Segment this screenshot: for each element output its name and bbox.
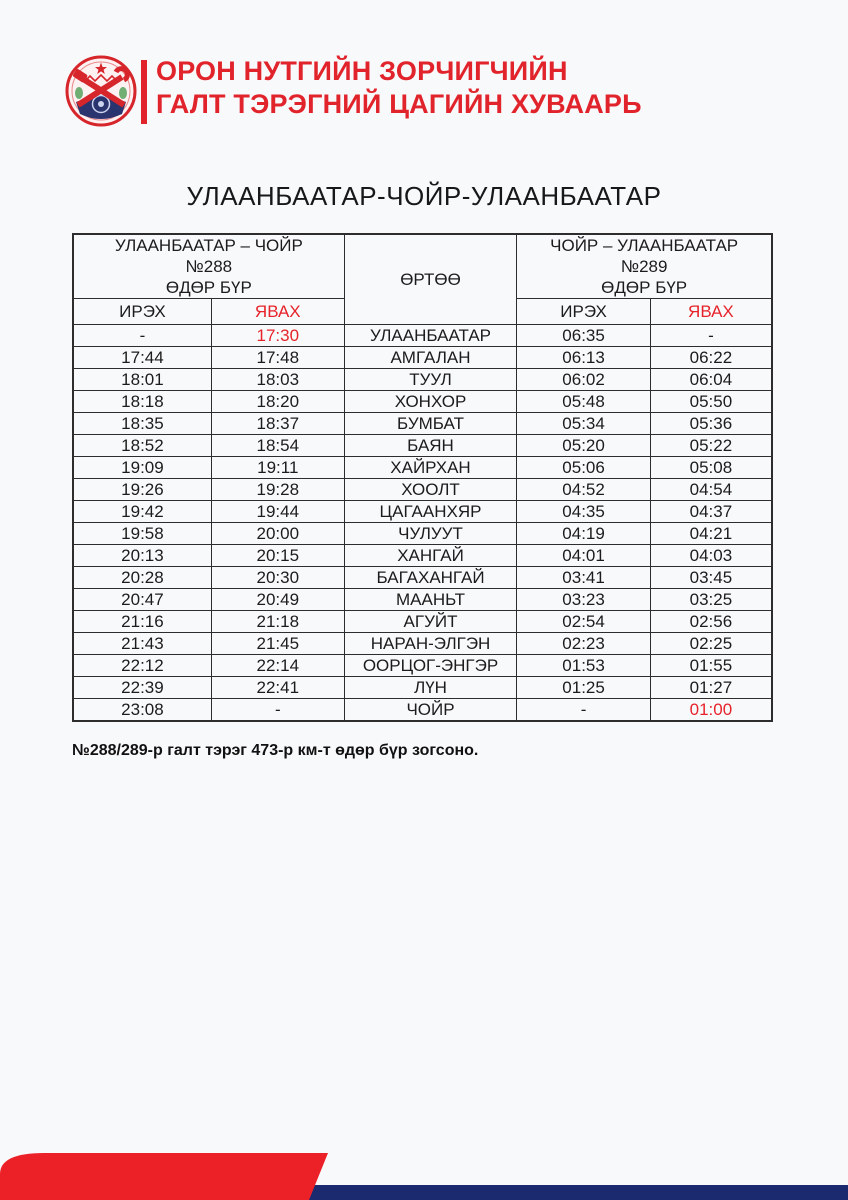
station-cell: АГУЙТ xyxy=(344,611,517,633)
right-arrive-cell: 03:41 xyxy=(517,567,651,589)
right-depart-cell: 03:45 xyxy=(650,567,772,589)
left-arrive-cell: 18:35 xyxy=(73,413,211,435)
left-depart-cell: 20:30 xyxy=(211,567,344,589)
brand-title xyxy=(156,55,642,121)
right-depart-cell: 02:25 xyxy=(650,633,772,655)
left-depart-cell: 18:37 xyxy=(211,413,344,435)
right-train-number: №289 xyxy=(620,257,668,276)
right-arrive-cell: 04:35 xyxy=(517,501,651,523)
timetable-row xyxy=(73,611,772,633)
direction-header-row xyxy=(73,234,772,299)
left-depart-cell: 22:41 xyxy=(211,677,344,699)
left-arrive-cell: 18:52 xyxy=(73,435,211,457)
right-depart-cell: 01:00 xyxy=(650,699,772,722)
left-arrive-cell: 20:47 xyxy=(73,589,211,611)
timetable-row xyxy=(73,589,772,611)
right-arrive-cell: 02:23 xyxy=(517,633,651,655)
left-arrive-cell: 23:08 xyxy=(73,699,211,722)
left-arrive-cell: 22:12 xyxy=(73,655,211,677)
right-arrive-cell: 04:01 xyxy=(517,545,651,567)
station-cell: ТУУЛ xyxy=(344,369,517,391)
timetable-row xyxy=(73,391,772,413)
right-arrive-cell: 01:53 xyxy=(517,655,651,677)
station-cell: ХАЙРХАН xyxy=(344,457,517,479)
left-depart-cell: 22:14 xyxy=(211,655,344,677)
left-arrive-cell: 19:09 xyxy=(73,457,211,479)
left-depart-cell: 17:30 xyxy=(211,325,344,347)
left-route: УЛААНБААТАР – ЧОЙР xyxy=(114,236,303,255)
footer-navy-bar xyxy=(298,1185,848,1200)
station-cell: БУМБАТ xyxy=(344,413,517,435)
left-depart-cell: 20:15 xyxy=(211,545,344,567)
station-cell: ЛҮН xyxy=(344,677,517,699)
timetable-row xyxy=(73,479,772,501)
right-depart-cell: 02:56 xyxy=(650,611,772,633)
timetable-row xyxy=(73,369,772,391)
left-arrive-cell: 19:42 xyxy=(73,501,211,523)
left-depart-cell: 21:45 xyxy=(211,633,344,655)
left-arrive-cell: 20:13 xyxy=(73,545,211,567)
left-arrive-cell: 21:16 xyxy=(73,611,211,633)
right-direction-header xyxy=(517,234,772,299)
right-depart-cell: 05:36 xyxy=(650,413,772,435)
footer-red-ribbon xyxy=(0,1153,328,1200)
right-arrive-cell: 04:52 xyxy=(517,479,651,501)
right-depart-cell: 06:04 xyxy=(650,369,772,391)
left-depart-cell: 21:18 xyxy=(211,611,344,633)
left-arrive-cell: - xyxy=(73,325,211,347)
station-cell: ХОНХОР xyxy=(344,391,517,413)
station-cell: ЧУЛУУТ xyxy=(344,523,517,545)
right-route: ЧОЙР – УЛААНБААТАР xyxy=(550,236,739,255)
brand-divider xyxy=(141,60,147,124)
left-depart-cell: 20:00 xyxy=(211,523,344,545)
right-depart-cell: 05:22 xyxy=(650,435,772,457)
right-arrive-cell: 06:13 xyxy=(517,347,651,369)
right-depart-cell: 04:54 xyxy=(650,479,772,501)
right-depart-cell: 04:03 xyxy=(650,545,772,567)
right-arrive-cell: 03:23 xyxy=(517,589,651,611)
station-cell: ЦАГААНХЯР xyxy=(344,501,517,523)
timetable-row xyxy=(73,325,772,347)
timetable-row xyxy=(73,501,772,523)
left-arrive-cell: 21:43 xyxy=(73,633,211,655)
left-depart-cell: 17:48 xyxy=(211,347,344,369)
timetable-row xyxy=(73,347,772,369)
right-arrive-cell: 05:48 xyxy=(517,391,651,413)
right-depart-cell: 05:08 xyxy=(650,457,772,479)
station-cell: БАГАХАНГАЙ xyxy=(344,567,517,589)
right-arrive-cell: 05:06 xyxy=(517,457,651,479)
brand-title-line2: ГАЛТ ТЭРЭГНИЙ ЦАГИЙН ХУВААРЬ xyxy=(156,89,642,119)
left-arrive-cell: 17:44 xyxy=(73,347,211,369)
station-cell: БАЯН xyxy=(344,435,517,457)
right-depart-cell: 05:50 xyxy=(650,391,772,413)
timetable-row xyxy=(73,699,772,722)
left-depart-cell: 18:20 xyxy=(211,391,344,413)
left-depart-cell: 19:11 xyxy=(211,457,344,479)
left-train-number: №288 xyxy=(185,257,233,276)
left-arrive-header: ИРЭХ xyxy=(73,299,211,325)
left-arrive-cell: 18:01 xyxy=(73,369,211,391)
right-depart-cell: 04:37 xyxy=(650,501,772,523)
right-arrive-cell: - xyxy=(517,699,651,722)
right-arrive-cell: 05:34 xyxy=(517,413,651,435)
left-frequency: ӨДӨР БҮР xyxy=(165,278,252,297)
timetable-row xyxy=(73,567,772,589)
left-depart-cell: 19:44 xyxy=(211,501,344,523)
footnote: №288/289-р галт тэрэг 473-р км-т өдөр бүр зогсоно. xyxy=(72,742,479,759)
left-depart-cell: 20:49 xyxy=(211,589,344,611)
left-arrive-cell: 18:18 xyxy=(73,391,211,413)
left-arrive-cell: 19:26 xyxy=(73,479,211,501)
timetable-row xyxy=(73,413,772,435)
timetable-row xyxy=(73,545,772,567)
right-arrive-cell: 04:19 xyxy=(517,523,651,545)
right-frequency: ӨДӨР БҮР xyxy=(601,278,688,297)
station-cell: УЛААНБААТАР xyxy=(344,325,517,347)
timetable-row xyxy=(73,435,772,457)
timetable-row xyxy=(73,523,772,545)
right-depart-cell: 03:25 xyxy=(650,589,772,611)
left-arrive-cell: 20:28 xyxy=(73,567,211,589)
timetable-row xyxy=(73,457,772,479)
station-cell: НАРАН-ЭЛГЭН xyxy=(344,633,517,655)
right-depart-cell: 04:21 xyxy=(650,523,772,545)
right-arrive-header: ИРЭХ xyxy=(517,299,651,325)
right-arrive-cell: 01:25 xyxy=(517,677,651,699)
right-arrive-cell: 06:02 xyxy=(517,369,651,391)
right-depart-cell: 06:22 xyxy=(650,347,772,369)
footer-decoration xyxy=(0,1140,848,1200)
station-cell: ХООЛТ xyxy=(344,479,517,501)
timetable-row xyxy=(73,677,772,699)
left-arrive-cell: 22:39 xyxy=(73,677,211,699)
left-direction-header xyxy=(73,234,344,299)
right-depart-cell: 01:55 xyxy=(650,655,772,677)
page-title: УЛААНБААТАР-ЧОЙР-УЛААНБААТАР xyxy=(186,181,662,211)
left-depart-cell: - xyxy=(211,699,344,722)
right-depart-cell: 01:27 xyxy=(650,677,772,699)
right-arrive-cell: 06:35 xyxy=(517,325,651,347)
left-arrive-cell: 19:58 xyxy=(73,523,211,545)
left-depart-cell: 19:28 xyxy=(211,479,344,501)
right-arrive-cell: 05:20 xyxy=(517,435,651,457)
station-column-header: ӨРТӨӨ xyxy=(344,234,517,325)
right-depart-cell: - xyxy=(650,325,772,347)
station-cell: ЧОЙР xyxy=(344,699,517,722)
right-arrive-cell: 02:54 xyxy=(517,611,651,633)
station-cell: МААНЬТ xyxy=(344,589,517,611)
station-cell: АМГАЛАН xyxy=(344,347,517,369)
right-depart-header: ЯВАХ xyxy=(650,299,772,325)
timetable xyxy=(72,233,773,722)
left-depart-header: ЯВАХ xyxy=(211,299,344,325)
left-depart-cell: 18:54 xyxy=(211,435,344,457)
station-cell: ООРЦОГ-ЭНГЭР xyxy=(344,655,517,677)
left-depart-cell: 18:03 xyxy=(211,369,344,391)
timetable-row xyxy=(73,655,772,677)
brand-title-line1: ОРОН НУТГИЙН ЗОРЧИГЧИЙН xyxy=(156,56,568,86)
railway-emblem-icon xyxy=(64,54,138,128)
timetable-row xyxy=(73,633,772,655)
station-cell: ХАНГАЙ xyxy=(344,545,517,567)
